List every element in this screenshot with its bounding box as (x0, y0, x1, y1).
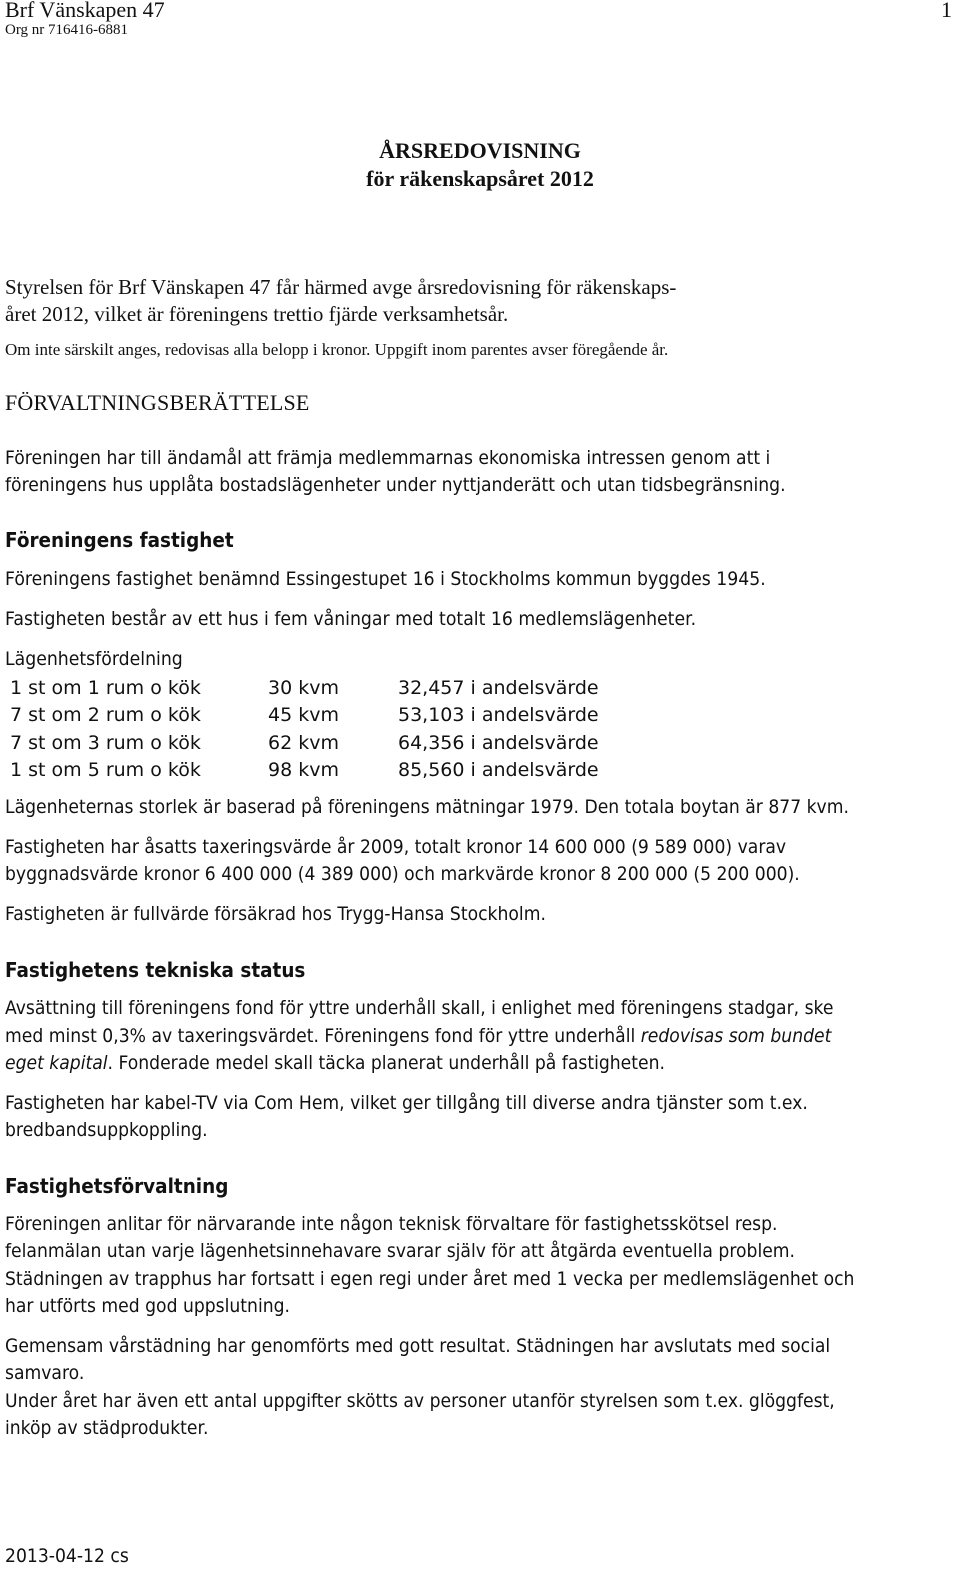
apartment-type: 1 st om 1 rum o kök (10, 676, 201, 699)
other-tasks-line-1: Under året har även ett antal uppgifter skötts av personer utanför styrelsen som t.ex. glöggfest, (5, 1390, 835, 1412)
maintenance-fund-line-2: med minst 0,3% av taxeringsvärdet. Föreningens fond för yttre underhåll redovisas som bundet (5, 1025, 832, 1047)
management-line-3: Städningen av trapphus har fortsatt i egen regi under året med 1 vecka per medlemslägenhet och (5, 1268, 855, 1290)
spring-cleaning-line-1: Gemensam vårstädning har genomförts med gott resultat. Städningen har avslutats med social (5, 1335, 831, 1357)
apartment-area: 98 kvm (268, 759, 339, 782)
document-title: ÅRSREDOVISNING (379, 138, 581, 163)
management-line-2: felanmälan utan varje lägenhetsinnehavare svarar själv för att åtgärda eventuella problem. (5, 1240, 796, 1262)
property-line-1: Föreningens fastighet benämnd Essingestupet 16 i Stockholms kommun byggdes 1945. (5, 568, 766, 590)
apartment-share: 85,560 i andelsvärde (398, 759, 599, 782)
apartment-distribution-table (4, 674, 698, 784)
property-heading: Föreningens fastighet (5, 528, 234, 552)
apartment-area: 30 kvm (268, 676, 339, 699)
property-line-2: Fastigheten består av ett hus i fem våningar med totalt 16 medlemslägenheter. (5, 608, 697, 630)
amounts-note: Om inte särskilt anges, redovisas alla belopp i kronor. Uppgift inom parentes avser föregående år. (5, 340, 669, 359)
apartment-area: 45 kvm (268, 704, 339, 727)
org-number: Org nr 716416-6881 (5, 22, 129, 38)
purpose-line-1: Föreningen har till ändamål att främja medlemmarnas ekonomiska intressen genom att i (5, 447, 771, 469)
maintenance-fund-line-1: Avsättning till föreningens fond för yttre underhåll skall, i enlighet med föreningens stadgar, ske (5, 997, 834, 1019)
cable-tv-line-2: bredbandsuppkoppling. (5, 1119, 208, 1141)
other-tasks-line-2: inköp av städprodukter. (5, 1417, 209, 1439)
intro-line-2: året 2012, vilket är föreningens trettio fjärde verksamhetsår. (5, 302, 509, 326)
table-row (4, 729, 698, 757)
document-subtitle: för räkenskapsåret 2012 (366, 166, 594, 191)
management-line-4: har utförts med god uppslutning. (5, 1295, 291, 1317)
intro-line-1: Styrelsen för Brf Vänskapen 47 får härmed avge årsredovisning för räkenskaps- (5, 275, 677, 299)
technical-status-heading: Fastighetens tekniska status (5, 958, 306, 982)
tax-value-line-2: byggnadsvärde kronor 6 400 000 (4 389 000) och markvärde kronor 8 200 000 (5 200 000). (5, 863, 800, 885)
tax-value-line-1: Fastigheten har åsatts taxeringsvärde år 2009, totalt kronor 14 600 000 (9 589 000) varav (5, 836, 787, 858)
management-report-heading: FÖRVALTNINGSBERÄTTELSE (5, 390, 310, 415)
apartment-share: 53,103 i andelsvärde (398, 704, 599, 727)
purpose-line-2: föreningens hus upplåta bostadslägenheter under nyttjanderätt och utan tidsbegränsning. (5, 474, 786, 496)
table-row (4, 757, 698, 785)
apartment-type: 1 st om 5 rum o kök (10, 759, 201, 782)
apartment-area: 62 kvm (268, 731, 339, 754)
table-row (4, 674, 698, 702)
spring-cleaning-line-2: samvaro. (5, 1362, 85, 1384)
apartment-distribution-label: Lägenhetsfördelning (5, 648, 183, 670)
insurance-note: Fastigheten är fullvärde försäkrad hos Trygg-Hansa Stockholm. (5, 903, 546, 925)
maintenance-fund-line-3: eget kapital. Fonderade medel skall täcka planerat underhåll på fastigheten. (5, 1052, 665, 1074)
apartment-type: 7 st om 3 rum o kök (10, 731, 201, 754)
property-management-heading: Fastighetsförvaltning (5, 1174, 229, 1198)
page-number: 1 (941, 0, 952, 22)
footer-date-signature: 2013-04-12 cs (5, 1545, 129, 1567)
cable-tv-line-1: Fastigheten har kabel-TV via Com Hem, vilket ger tillgång till diverse andra tjänster som t.ex. (5, 1092, 808, 1114)
association-name: Brf Vänskapen 47 (5, 0, 165, 22)
apartment-share: 64,356 i andelsvärde (398, 731, 599, 754)
apartment-share: 32,457 i andelsvärde (398, 676, 599, 699)
apartment-type: 7 st om 2 rum o kök (10, 704, 201, 727)
table-row (4, 702, 698, 730)
management-line-1: Föreningen anlitar för närvarande inte någon teknisk förvaltare för fastighetsskötsel resp. (5, 1213, 778, 1235)
size-note: Lägenheternas storlek är baserad på föreningens mätningar 1979. Den totala boytan är 877 kvm. (5, 796, 849, 818)
